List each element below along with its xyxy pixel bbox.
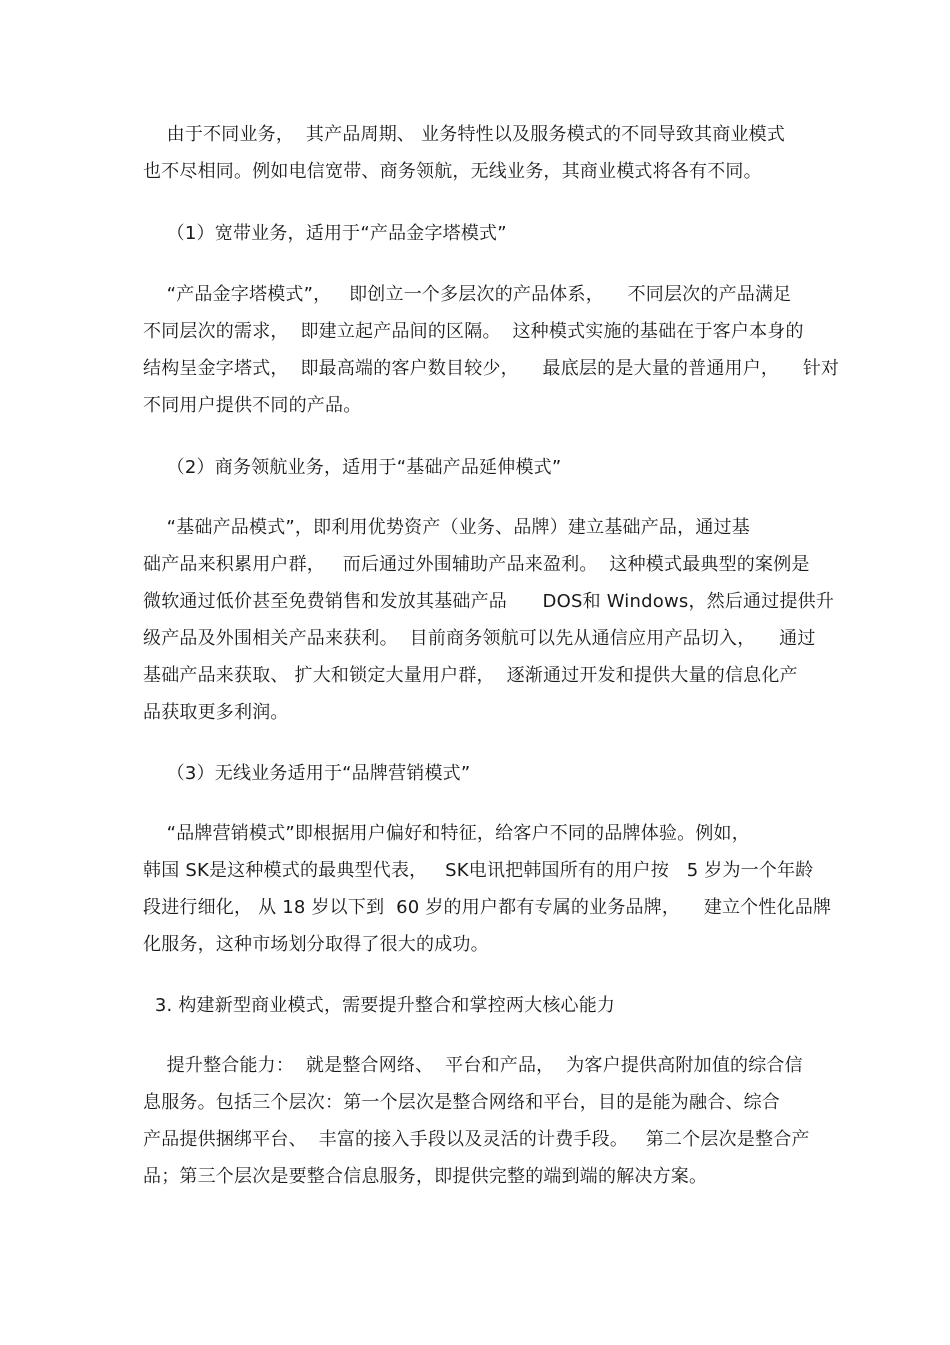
paragraph-line: 化服务，这种市场划分取得了很大的成功。 — [143, 934, 489, 955]
section-heading: （1）宽带业务，适用于“产品金字塔模式” — [143, 223, 507, 244]
paragraph-line: 微软通过低价甚至免费销售和发放其基础产品 DOS和 Windows，然后通过提供升 — [143, 591, 835, 612]
paragraph-line: 品；第三个层次是要整合信息服务，即提供完整的端到端的解决方案。 — [143, 1166, 708, 1187]
paragraph-line: 级产品及外围相关产品来获利。 目前商务领航可以先从通信应用产品切入， 通过 — [143, 628, 816, 649]
paragraph-line: 品获取更多利润。 — [143, 702, 289, 723]
paragraph-line: 产品提供捆绑平台、 丰富的接入手段以及灵活的计费手段。 第二个层次是整合产 — [143, 1129, 810, 1150]
paragraph-line: 结构呈金字塔式， 即最高端的客户数目较少， 最底层的是大量的普通用户， 针对 — [143, 358, 840, 379]
paragraph-line: “品牌营销模式”即根据用户偏好和特征，给客户不同的品牌体验。例如， — [143, 823, 750, 844]
paragraph-line: 不同用户提供不同的产品。 — [143, 395, 362, 416]
paragraph-line: “基础产品模式”，即利用优势资产（业务、品牌）建立基础产品，通过基 — [143, 517, 750, 538]
paragraph-line: 基础产品来获取、 扩大和锁定大量用户群， 逐渐通过开发和提供大量的信息化产 — [143, 665, 798, 686]
paragraph-line: 不同层次的需求， 即建立起产品间的区隔。 这种模式实施的基础在于客户本身的 — [143, 321, 804, 342]
paragraph-line: 段进行细化， 从 18 岁以下到 60 岁的用户都有专属的业务品牌， 建立个性化品牌 — [143, 897, 832, 918]
section-heading: （2）商务领航业务，适用于“基础产品延伸模式” — [143, 457, 562, 478]
paragraph-line: 提升整合能力： 就是整合网络、 平台和产品， 为客户提供高附加值的综合信 — [143, 1055, 803, 1076]
section-heading: 3. 构建新型商业模式，需要提升整合和掌控两大核心能力 — [143, 995, 616, 1016]
section-heading: （3）无线业务适用于“品牌营销模式” — [143, 763, 471, 784]
paragraph-line: “产品金字塔模式”， 即创立一个多层次的产品体系， 不同层次的产品满足 — [143, 284, 792, 305]
paragraph-line: 也不尽相同。例如电信宽带、商务领航，无线业务，其商业模式将各有不同。 — [143, 161, 762, 182]
paragraph-line: 息服务。包括三个层次：第一个层次是整合网络和平台，目的是能为融合、综合 — [143, 1092, 780, 1113]
paragraph-line: 由于不同业务， 其产品周期、 业务特性以及服务模式的不同导致其商业模式 — [143, 124, 786, 145]
paragraph-line: 础产品来积累用户群， 而后通过外围辅助产品来盈利。 这种模式最典型的案例是 — [143, 554, 810, 575]
paragraph-line: 韩国 SK是这种模式的最典型代表， SK电讯把韩国所有的用户按 5 岁为一个年龄 — [143, 860, 814, 881]
